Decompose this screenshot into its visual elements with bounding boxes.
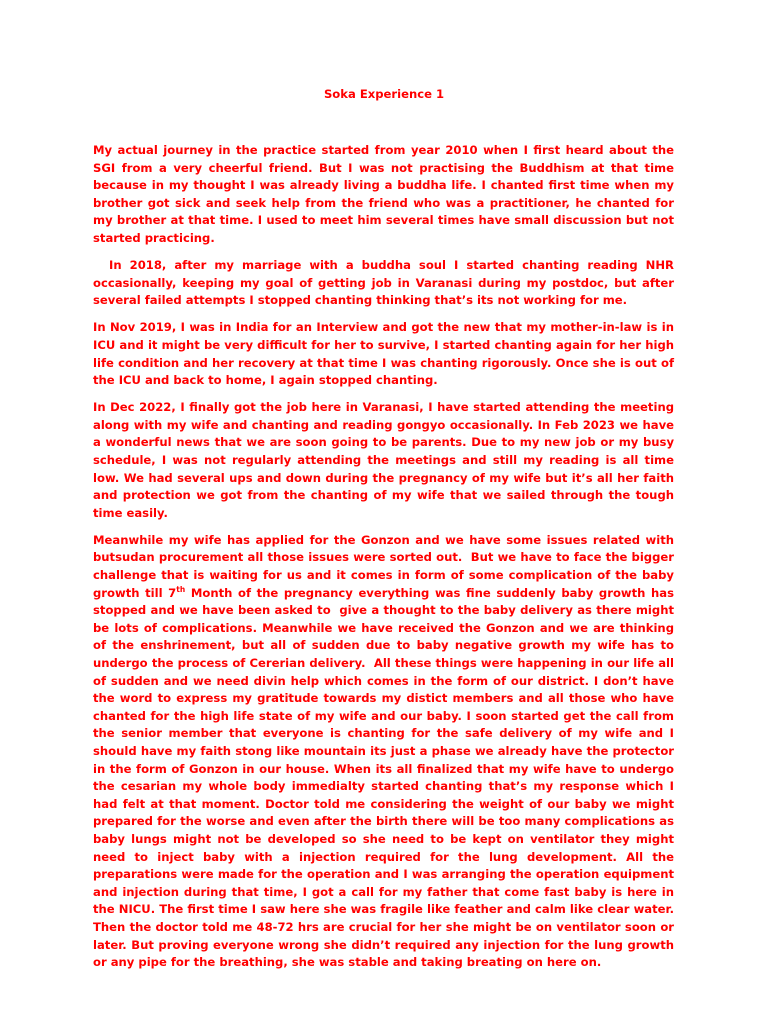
paragraph-5-text-a: Meanwhile my wife has applied for the Gonzon and we have some issues related with butsudan procurement all those issues were sorted out. But we have to face the bigger challenge that is waiting for us and it comes in form of some complication of the baby growth till 7 — [93, 532, 674, 600]
paragraph-2: In 2018, after my marriage with a buddha soul I started chanting reading NHR occasionally, keeping my goal of getting job in Varanasi during my postdoc, but after several failed attempts I stopped chanting thinking that’s its not working for me. — [93, 258, 674, 308]
paragraph-1: My actual journey in the practice started from year 2010 when I first heard about the SGI from a very cheerful friend. But I was not practising the Buddhism at that time because in my thought I was already living a buddha life. I chanted first time when my brother got sick and seek help from the friend who was a practitioner, he chanted for my brother at that time. I used to meet him several times have small discussion but not started practicing. — [93, 143, 674, 245]
ordinal-superscript: th — [176, 584, 186, 594]
paragraph-4: In Dec 2022, I finally got the job here in Varanasi, I have started attending the meeting along with my wife and chanting and reading gongyo occasionally. In Feb 2023 we have a wonderful news that we are soon going to be parents. Due to my new job or my busy schedule, I was not regularly attending the meetings and still my reading is all time low. We had several ups and down during the pregnancy of my wife but it’s all her faith and protection we got from the chanting of my wife that we sailed through the tough time easily. — [93, 400, 674, 520]
document-body — [93, 142, 674, 981]
document-title: Soka Experience 1 — [323, 87, 445, 101]
paragraph-5 — [93, 532, 674, 972]
paragraph-5-text-b: Month of the pregnancy everything was fine suddenly baby growth has stopped and we have been asked to give a thought to the baby delivery as there might be lots of complications. Meanwhile we have received the Gonzon and we are thinking of the enshrinement, but all of sudden due to baby negative growth my wife has to undergo the process of Cererian delivery. All these things were happening in our life all of sudden and we need divin help which comes in the form of our district. I don’t have the word to express my gratitude towards my distict members and all those who have chanted for the high life state of my wife and our baby. I soon started get the call from the senior member that everyone is chanting for the safe delivery of my wife and I should have my faith stong like mountain its just a phase we already have the protector in the form of Gonzon in our house. When its all finalized that my wife have to undergo the cesarian my whole body immedialty started chanting that’s my response which I had felt at that moment. Doctor told me considering the weight of our baby we might prepared for the worse and even after the birth there will be too many complications as baby lungs might not be developed so she need to be kept on ventilator they might need to inject baby with a injection required for the lung development. All the preparations were made for the operation and I was arranging the operation equipment and injection during that time, I got a call for my father that come fast baby is here in the NICU. The first time I saw here she was fragile like feather and calm like clear water. Then the doctor told me 48-72 hrs are crucial for her she might be on ventilator soon or later. But proving everyone wrong she didn’t required any injection for the lung growth or any pipe for the breathing, she was stable and taking breating on here on. — [93, 585, 675, 970]
paragraph-3: In Nov 2019, I was in India for an Interview and got the new that my mother-in-law is in ICU and it might be very difficult for her to survive, I started chanting again for her high life condition and her recovery at that time I was chanting rigorously. Once she is out of the ICU and back to home, I again stopped chanting. — [93, 320, 674, 388]
